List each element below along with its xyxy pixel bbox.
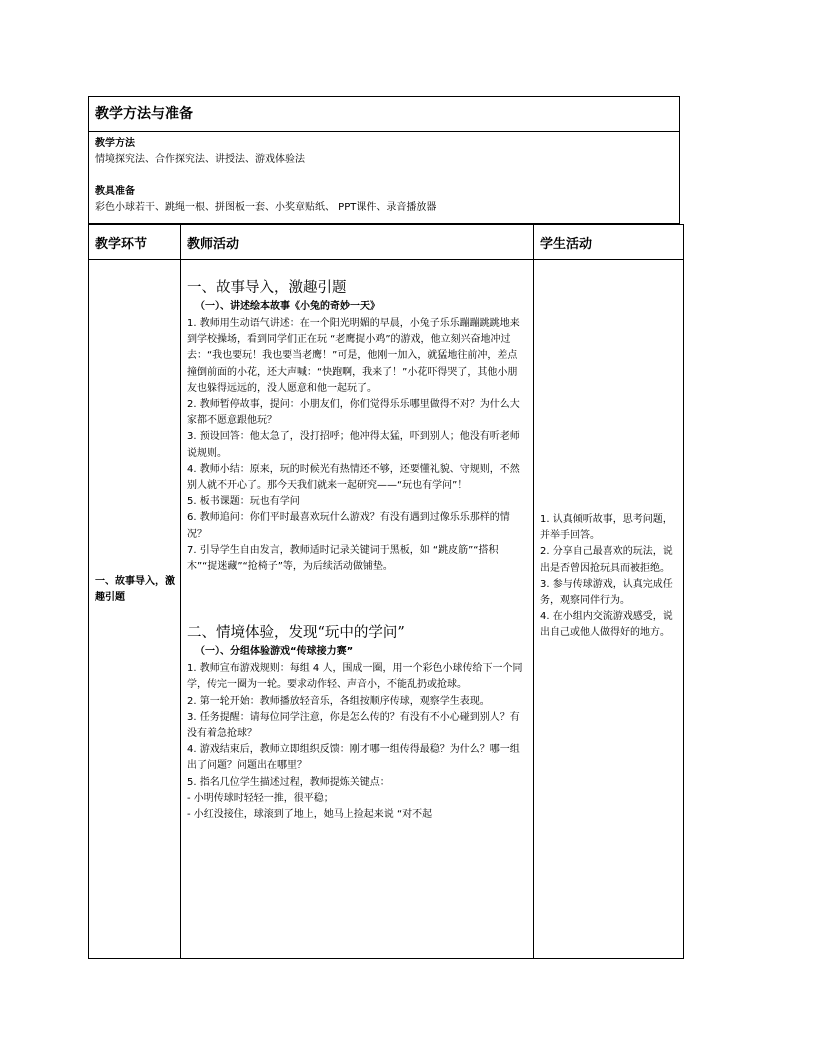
student-activity-cell <box>534 260 683 958</box>
header-student: 学生活动 <box>540 237 593 252</box>
paragraph: 4. 教师小结：原来，玩的时候光有热情还不够，还要懂礼貌、守规则，不然别人就不开心了。那今天我们就来一起研究——“玩也有学问”！ <box>187 463 520 492</box>
tools-text: 彩色小球若干、跳绳一根、拼图板一套、小奖章贴纸、 PPT课件、录音播放器 <box>95 202 437 213</box>
methods-text: 情境探究法、合作探究法、讲授法、游戏体验法 <box>95 154 305 165</box>
part1-subtitle: （一）、讲述绘本故事《小兔的奇妙一天》 <box>195 301 380 312</box>
paragraph: 3. 任务提醒：请每位同学注意，你是怎么传的？有没有不小心碰到别人？有没有着急抢球？ <box>187 711 520 740</box>
paragraph: 7. 引导学生自由发言，教师适时记录关键词于黑板，如 “跳皮筋”“搭积木”“捉迷藏”“抢椅子”等，为后续活动做铺垫。 <box>187 544 499 573</box>
document-page <box>88 96 680 959</box>
paragraph: 5. 指名几位学生描述过程，教师提炼关键点： <box>187 776 390 788</box>
stage-cell <box>89 260 180 958</box>
paragraph: 1. 教师宣布游戏规则：每组 4 人，围成一圈，用一个彩色小球传给下一个同学，传完一圈为一轮。要求动作轻、声音小，不能乱扔或抢球。 <box>187 663 523 691</box>
paragraph: 2. 教师暂停故事，提问：小朋友们，你们觉得乐乐哪里做得不对？为什么大家都不愿意跟他玩？ <box>187 399 520 427</box>
paragraph: 4. 游戏结束后，教师立即组织反馈：刚才哪一组传得最稳？为什么？哪一组出了问题？问题出在哪里？ <box>187 744 520 772</box>
student-item: 2. 分享自己最喜欢的玩法，说出是否曾因抢玩具而被拒绝。 <box>540 546 673 574</box>
part1-title: 一、故事导入，激趣引题 <box>187 280 347 296</box>
header-stage: 教学环节 <box>95 237 148 252</box>
student-item: 3. 参与传球游戏，认真完成任务，观察同伴行为。 <box>540 578 673 607</box>
stage-label: 一、故事导入，激趣引题 <box>95 576 175 603</box>
paragraph: 5. 板书课题：玩也有学问 <box>187 496 300 508</box>
paragraph: 6. 教师追问：你们平时最喜欢玩什么游戏？有没有遇到过像乐乐那样的情况？ <box>187 512 510 540</box>
paragraph: 2. 第一轮开始：教师播放轻音乐，各组按顺序传球，观察学生表现。 <box>187 695 490 707</box>
header-teacher: 教师活动 <box>187 237 240 252</box>
part2-title: 二、情境体验，发现“玩中的学问” <box>187 625 405 642</box>
teacher-activity-cell <box>181 260 533 958</box>
methods-content <box>89 132 679 223</box>
section-title: 教学方法与准备 <box>89 97 679 132</box>
student-item: 4. 在小组内交流游戏感受，说出自己或他人做得好的地方。 <box>540 611 673 639</box>
lesson-table <box>88 224 684 959</box>
methods-heading: 教学方法 <box>95 138 135 149</box>
paragraph: - 小明传球时轻轻一推，很平稳； <box>187 792 334 804</box>
paragraph: 3. 预设回答：他太急了，没打招呼；他冲得太猛，吓到别人；他没有听老师说规则。 <box>187 431 520 459</box>
paragraph: - 小红没接住，球滚到了地上，她马上捡起来说 “对不起 <box>187 809 433 821</box>
paragraph: 1. 教师用生动语气讲述：在一个阳光明媚的早晨，小兔子乐乐蹦蹦跳跳地来到学校操场，看到同学们正在玩 “老鹰捉小鸡”的游戏，他立刻兴奋地冲过去：“我也要玩！我也要当老鹰！”可是，他刚一加入，就猛地往前冲，差点撞倒前面的小花，还大声喊：“快跑啊，我来了！”小花吓得哭了，其他小朋友也躲得远远的，没人愿意和他一起玩了。 <box>187 318 520 394</box>
student-item: 1. 认真倾听故事，思考问题，并举手回答。 <box>540 514 673 542</box>
tools-heading: 教具准备 <box>95 186 135 197</box>
part2-subtitle: （一）、分组体验游戏“传球接力赛” <box>195 646 354 658</box>
methods-box <box>88 96 680 224</box>
